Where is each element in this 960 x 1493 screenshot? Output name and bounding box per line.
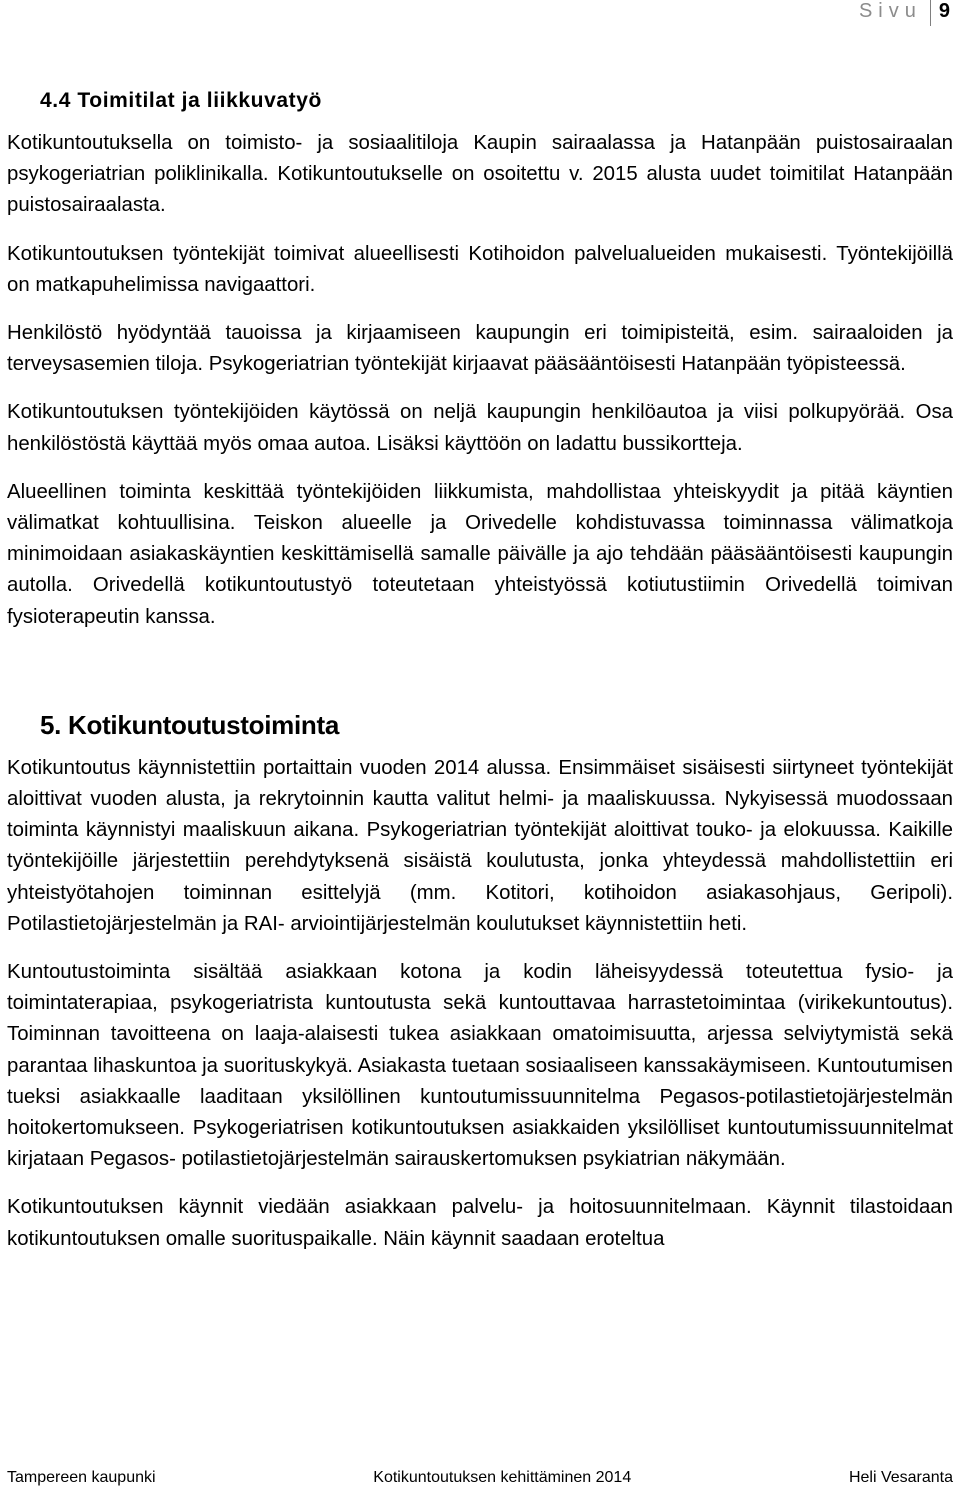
paragraph: Kotikuntoutuksen käynnit viedään asiakkaan palvelu- ja hoitosuunnitelmaan. Käynnit tilastoidaan kotikuntoutuksen omalle suorituspaikalle. Näin käynnit saadaan eroteltua [7, 1196, 953, 1250]
footer-document-title: Kotikuntoutuksen kehittäminen 2014 [373, 1469, 632, 1486]
section-heading-4-4: 4.4 Toimitilat ja liikkuvatyö [40, 89, 322, 112]
paragraph: Kotikuntoutuksella on toimisto- ja sosiaalitiloja Kaupin sairaalassa ja Hatanpään puistosairaalan psykogeriatrian poliklinikalla. Kotikuntoutukselle on osoitettu v. 2015 alusta uudet toimitilat Hatanpään puistosairaalasta. [7, 132, 953, 217]
paragraph: Alueellinen toiminta keskittää työntekijöiden liikkumista, mahdollistaa yhteiskyydit ja pitää käyntien välimatkat kohtuullisina. Teiskon alueelle ja Orivedelle kohdistuvassa toiminnassa välimatkoja minimoidaan asiakaskäyntien keskittämisellä samalle päivälle ja ajo tehdään pääsääntöisesti kaupungin autolla. Orivedellä kotikuntoutustyö toteutetaan yhteistyössä kotiutustiimin Orivedellä toimivan fysioterapeutin kanssa. [7, 480, 953, 628]
section-heading-5: 5. Kotikuntoutustoiminta [40, 709, 339, 740]
paragraph: Kuntoutustoiminta sisältää asiakkaan kotona ja kodin läheisyydessä toteutettua fysio- ja toimintaterapiaa, psykogeriatrista kuntoutusta sekä kuntouttavaa harrastetoimintaa (virikekuntoutus). Toiminnan tavoitteena on laaja-alaisesti tukea asiakkaan omatoimisuutta, arjessa selviytymistä sekä parantaa lihaskuntoa ja suorituskykyä. Asiakasta tuetaan sosiaaliseen kanssakäymiseen. Kuntoutumisen tueksi asiakkaalle laaditaan yksilöllinen kuntoutumissuunnitelma Pegasos-potilastietojärjestelmän hoitokertomukseen. Psykogeriatrisen kotikuntoutuksen asiakkaiden yksilölliset kuntoutumissuunnitelmat kirjataan Pegasos- potilastietojärjestelmän sairauskertomuksen psykiatrian näkymään. [7, 961, 953, 1171]
footer-organization: Tampereen kaupunki [7, 1469, 156, 1486]
page-footer [7, 1468, 953, 1488]
footer-author: Heli Vesaranta [848, 1469, 953, 1486]
page-header [859, 0, 950, 26]
document-body [7, 88, 953, 1255]
paragraph: Kotikuntoutus käynnistettiin portaittain vuoden 2014 alussa. Ensimmäiset sisäisesti siirtyneet työntekijät aloittivat vuoden alusta, ja rekrytoinnin kautta valitut helmi- ja maaliskuussa. Nykyisessä muodossaan toiminta käynnistyi maaliskuun aikana. Psykogeriatrian työntekijät aloittivat touko- ja elokuussa. Kaikille työntekijöille järjestettiin perehdytyksenä sisäistä koulutusta, jonka yhteydessä mahdollistettiin eri yhteistyötahojen toiminnan esittelyjä (mm. Kotitori, kotihoidon asiakasohjaus, Geripoli). Potilastietojärjestelmän ja RAI- arviointijärjestelmän koulutukset käynnistettiin heti. [7, 756, 953, 935]
paragraph: Henkilöstö hyödyntää tauoissa ja kirjaamiseen kaupungin eri toimipisteitä, esim. sairaaloiden ja terveysasemien tiloja. Psykogeriatrian työntekijät kirjaavat pääsääntöisesti Hatanpään työpisteessä. [7, 322, 953, 376]
paragraph: Kotikuntoutuksen työntekijät toimivat alueellisesti Kotihoidon palvelualueiden mukaisesti. Työntekijöillä on matkapuhelimissa navigaattori. [7, 242, 953, 296]
paragraph: Kotikuntoutuksen työntekijöiden käytössä on neljä kaupungin henkilöautoa ja viisi polkupyörää. Osa henkilöstöstä käyttää myös omaa autoa. Lisäksi käyttöön on ladattu bussikortteja. [7, 401, 953, 455]
page-label: Sivu [858, 0, 922, 22]
page-number: 9 [938, 0, 950, 22]
page-header-divider [930, 0, 931, 26]
